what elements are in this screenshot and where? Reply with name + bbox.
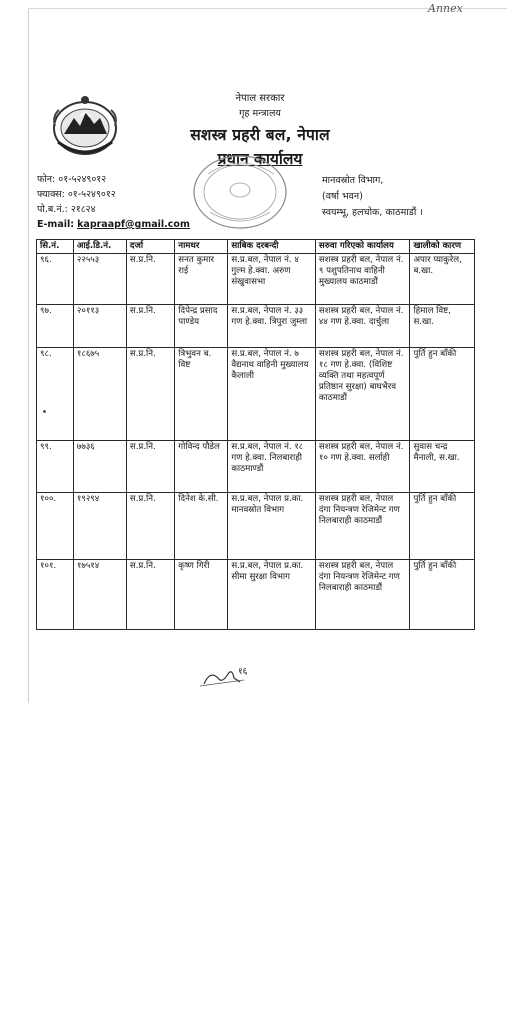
cell-name: त्रिभुवन ब. विष्ट (175, 348, 228, 441)
table-row (37, 348, 475, 441)
col-header-rank: दर्जा (126, 240, 174, 254)
transfer-table (36, 239, 475, 630)
scan-speck (43, 410, 46, 413)
table-row (37, 493, 475, 560)
nepal-emblem-icon (50, 92, 120, 160)
col-header-name: नामथर (175, 240, 228, 254)
cell-id: ७७३६ (73, 441, 126, 493)
cell-serial: १०१. (37, 560, 74, 630)
cell-transferred-office: सशस्त्र प्रहरी बल, नेपाल दंगा नियन्त्रण रेजिमेन्ट गण निलबाराही काठमाडौं (315, 493, 410, 560)
office-stamp-icon (188, 152, 296, 234)
cell-id: १८६७५ (73, 348, 126, 441)
table-row (37, 441, 475, 493)
col-header-transferred-office: सरुवा गरिएको कार्यालय (315, 240, 410, 254)
table-row (37, 560, 475, 630)
department-building: (वर्षा भवन) (322, 191, 363, 202)
cell-vacancy-reason: पुर्ति हुन बाँकी (410, 493, 475, 560)
cell-rank: स.प्र.नि. (126, 305, 174, 348)
cell-name: गोविन्द पौडेल (175, 441, 228, 493)
fax-number: फ्याक्स: ०१-५२४९०१२ (37, 189, 116, 200)
department-name: मानवस्रोत विभाग, (322, 175, 384, 186)
corner-handwritten-note: Annex (428, 2, 463, 15)
cell-former-post: स.प्र.बल, नेपाल नं. ७ वैद्यनाथ वाहिनी मुख्यालय कैलाली (228, 348, 316, 441)
cell-rank: स.प्र.नि. (126, 441, 174, 493)
cell-rank: स.प्र.नि. (126, 560, 174, 630)
cell-rank: स.प्र.नि. (126, 493, 174, 560)
email-label: E-mail: (37, 219, 75, 230)
cell-serial: ९९. (37, 441, 74, 493)
cell-serial: ९८. (37, 348, 74, 441)
cell-vacancy-reason: पुर्ति हुन बाँकी (410, 560, 475, 630)
cell-name: दिनेश के.सी. (175, 493, 228, 560)
cell-former-post: स.प्र.बल, नेपाल नं. ४ गुल्म हे.क्वा. अरुण संखुवासभा (228, 254, 316, 305)
cell-name: कृष्ण गिरी (175, 560, 228, 630)
department-info (322, 173, 423, 221)
government-name: नेपाल सरकार (235, 93, 285, 104)
organization-name: सशस्त्र प्रहरी बल, नेपाल (190, 126, 330, 144)
table-row (37, 254, 475, 305)
cell-former-post: स.प्र.बल, नेपाल प्र.का. सीमा सुरक्षा विभाग (228, 560, 316, 630)
department-address: स्वयम्भू, हलचोक, काठमाडौं । (322, 207, 423, 218)
email-address: kapraapf@gmail.com (77, 219, 190, 230)
cell-vacancy-reason: अपार प्याकुरेल, ब.खा. (410, 254, 475, 305)
col-header-former-post: साबिक दरबन्दी (228, 240, 316, 254)
ministry-name: गृह मन्त्रालय (239, 108, 281, 119)
cell-transferred-office: सशस्त्र प्रहरी बल, नेपाल नं. ९ पशुपतिनाथ वाहिनी मुख्यालय काठमाडौं (315, 254, 410, 305)
cell-serial: १००. (37, 493, 74, 560)
col-header-serial: सि.नं. (37, 240, 74, 254)
po-box: पो.ब.नं.: २१८२४ (37, 204, 96, 215)
cell-id: २२५५३ (73, 254, 126, 305)
cell-transferred-office: सशस्त्र प्रहरी बल, नेपाल नं. १८ गण हे.क्वा. (विशिष्ट व्यक्ति तथा महत्वपूर्ण प्रतिष्ठान सुरक्षा) बाघभैरव काठमाडौं (315, 348, 410, 441)
cell-id: १७५१४ (73, 560, 126, 630)
cell-transferred-office: सशस्त्र प्रहरी बल, नेपाल नं. ४४ गण हे.क्वा. दार्चुला (315, 305, 410, 348)
col-header-id: आई.डि.नं. (73, 240, 126, 254)
cell-vacancy-reason: पुर्ति हुन बाँकी (410, 348, 475, 441)
office-name: प्रधान कार्यालय (217, 150, 303, 168)
cell-former-post: स.प्र.बल, नेपाल नं. ३३ गण हे.क्वा. त्रिपुरा जुम्ला (228, 305, 316, 348)
cell-rank: स.प्र.नि. (126, 254, 174, 305)
cell-name: दिपेन्द्र प्रसाद पाण्डेय (175, 305, 228, 348)
cell-name: सनत कुमार राई (175, 254, 228, 305)
col-header-vacancy-reason: खालीको कारण (410, 240, 475, 254)
cell-former-post: स.प्र.बल, नेपाल प्र.का. मानवस्रोत विभाग (228, 493, 316, 560)
cell-vacancy-reason: सुवास चन्द्र मैनाली, स.खा. (410, 441, 475, 493)
cell-serial: ९६. (37, 254, 74, 305)
page-number: १६ (238, 667, 248, 677)
cell-former-post: स.प्र.बल, नेपाल नं. १८ गण हे.क्वा. निलबाराही काठमाण्डौं (228, 441, 316, 493)
cell-serial: ९७. (37, 305, 74, 348)
cell-transferred-office: सशस्त्र प्रहरी बल, नेपाल नं. १० गण हे.क्वा. सर्लाही (315, 441, 410, 493)
table-row (37, 305, 475, 348)
table-header-row (37, 240, 475, 254)
cell-vacancy-reason: हिमाल विष्ट, स.खा. (410, 305, 475, 348)
contact-info (37, 172, 190, 232)
cell-id: २०११३ (73, 305, 126, 348)
cell-rank: स.प्र.नि. (126, 348, 174, 441)
phone-number: फोन: ०१-५२४९०१२ (37, 174, 107, 185)
cell-id: १९२९४ (73, 493, 126, 560)
cell-transferred-office: सशस्त्र प्रहरी बल, नेपाल दंगा नियन्त्रण रेजिमेन्ट गण निलबाराही काठमाडौं (315, 560, 410, 630)
